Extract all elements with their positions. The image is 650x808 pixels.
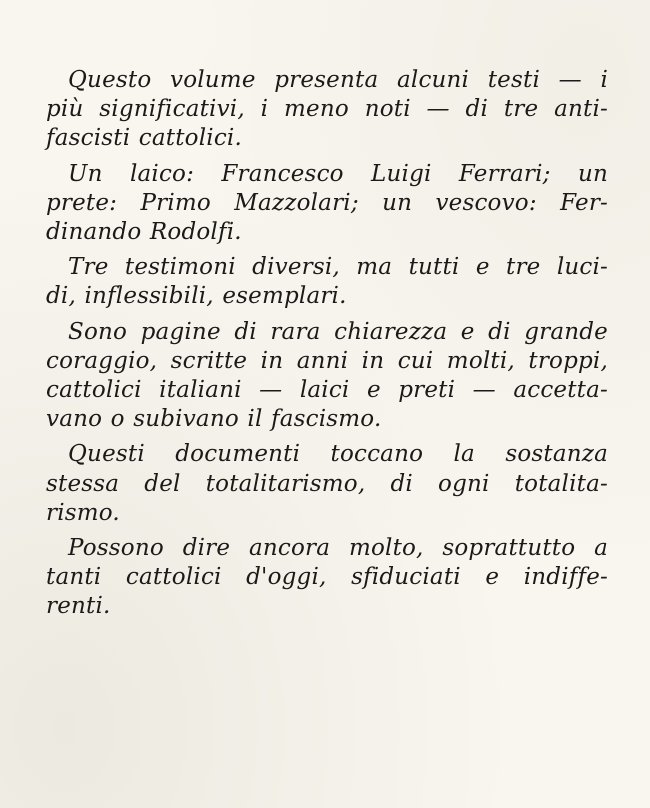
text-line: coraggio, scritte in anni in cui molti, troppi, (46, 347, 608, 374)
paragraph-4 (46, 318, 608, 435)
text-line: Un laico: Francesco Luigi Ferrari; un (68, 160, 608, 187)
text-line: più significativi, i meno noti — di tre anti- (46, 96, 608, 123)
text-line: cattolici italiani — laici e preti — accetta- (46, 377, 608, 404)
text-line: dinando Rodolfi. (46, 219, 242, 246)
text-line: stessa del totalitarismo, di ogni totalita- (46, 470, 608, 497)
paragraph-3 (46, 253, 608, 311)
text-line: Questi documenti toccano la sostanza (68, 441, 608, 468)
paragraph-2 (46, 160, 608, 248)
text-line: fascisti cattolici. (46, 125, 242, 152)
text-line: prete: Primo Mazzolari; un vescovo: Fer- (46, 189, 608, 216)
text-line: vano o subivano il fascismo. (46, 406, 382, 433)
text-line: Tre testimoni diversi, ma tutti e tre luci- (68, 254, 608, 281)
text-line: Questo volume presenta alcuni testi — i (68, 67, 608, 93)
blurb-text (46, 66, 608, 628)
text-line: tanti cattolici d'oggi, sfiduciati e indiffe- (46, 564, 608, 591)
text-line: rismo. (46, 499, 120, 526)
text-line: Possono dire ancora molto, soprattutto a (68, 535, 608, 562)
paragraph-1 (46, 66, 608, 154)
text-line: Sono pagine di rara chiarezza e di grande (68, 318, 608, 345)
text-line: renti. (46, 593, 111, 620)
paragraph-6 (46, 534, 608, 622)
text-line: di, inflessibili, esemplari. (46, 283, 347, 310)
paragraph-5 (46, 440, 608, 528)
